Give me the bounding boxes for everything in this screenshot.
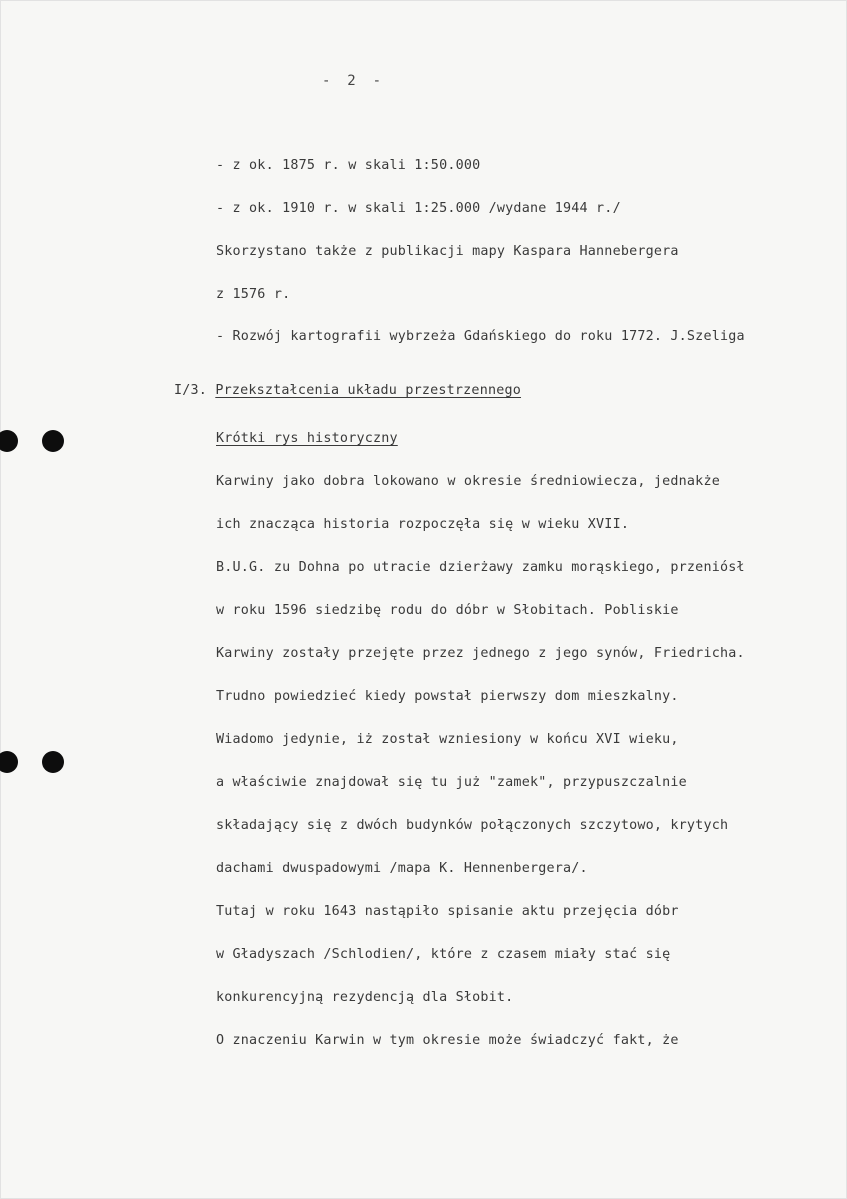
text-line: w roku 1596 siedzibę rodu do dóbr w Słobitach. Pobliskie	[216, 603, 679, 618]
text-line: w Gładyszach /Schlodien/, które z czasem miały stać się	[216, 947, 671, 962]
text-line: O znaczeniu Karwin w tym okresie może świadczyć fakt, że	[216, 1033, 679, 1048]
text-line: - Rozwój kartografii wybrzeża Gdańskiego do roku 1772. J.Szeliga	[216, 329, 745, 344]
text-line: dachami dwuspadowymi /mapa K. Hennenbergera/.	[216, 861, 588, 876]
punch-hole	[42, 751, 64, 773]
page-number: - 2 -	[322, 73, 382, 89]
text-line: Wiadomo jedynie, iż został wzniesiony w końcu XVI wieku,	[216, 732, 679, 747]
punch-hole	[42, 430, 64, 452]
text-line: konkurencyjną rezydencją dla Słobit.	[216, 990, 514, 1005]
section-title: Przekształcenia układu przestrzennego	[215, 383, 522, 398]
text-line: Skorzystano także z publikacji mapy Kaspara Hannebergera	[216, 244, 679, 259]
text-line: - z ok. 1910 r. w skali 1:25.000 /wydane 1944 r./	[216, 201, 621, 216]
text-line: ich znacząca historia rozpoczęła się w wieku XVII.	[216, 517, 630, 532]
text-line: Tutaj w roku 1643 nastąpiło spisanie aktu przejęcia dóbr	[216, 904, 679, 919]
subsection-heading: Krótki rys historyczny	[216, 431, 398, 446]
text-line: a właściwie znajdował się tu już "zamek", przypuszczalnie	[216, 775, 687, 790]
text-line: Karwiny jako dobra lokowano w okresie średniowiecza, jednakże	[216, 474, 720, 489]
text-line: z 1576 r.	[216, 287, 291, 302]
text-line: Trudno powiedzieć kiedy powstał pierwszy dom mieszkalny.	[216, 689, 679, 704]
text-line: B.U.G. zu Dohna po utracie dzierżawy zamku morąskiego, przeniósł	[216, 560, 745, 575]
section-heading: I/3. Przekształcenia układu przestrzennego	[174, 383, 522, 398]
text-line: - z ok. 1875 r. w skali 1:50.000	[216, 158, 481, 173]
punch-hole	[0, 751, 18, 773]
text-line: składający się z dwóch budynków połączonych szczytowo, krytych	[216, 818, 729, 833]
punch-hole	[0, 430, 18, 452]
text-line: Karwiny zostały przejęte przez jednego z jego synów, Friedricha.	[216, 646, 745, 661]
